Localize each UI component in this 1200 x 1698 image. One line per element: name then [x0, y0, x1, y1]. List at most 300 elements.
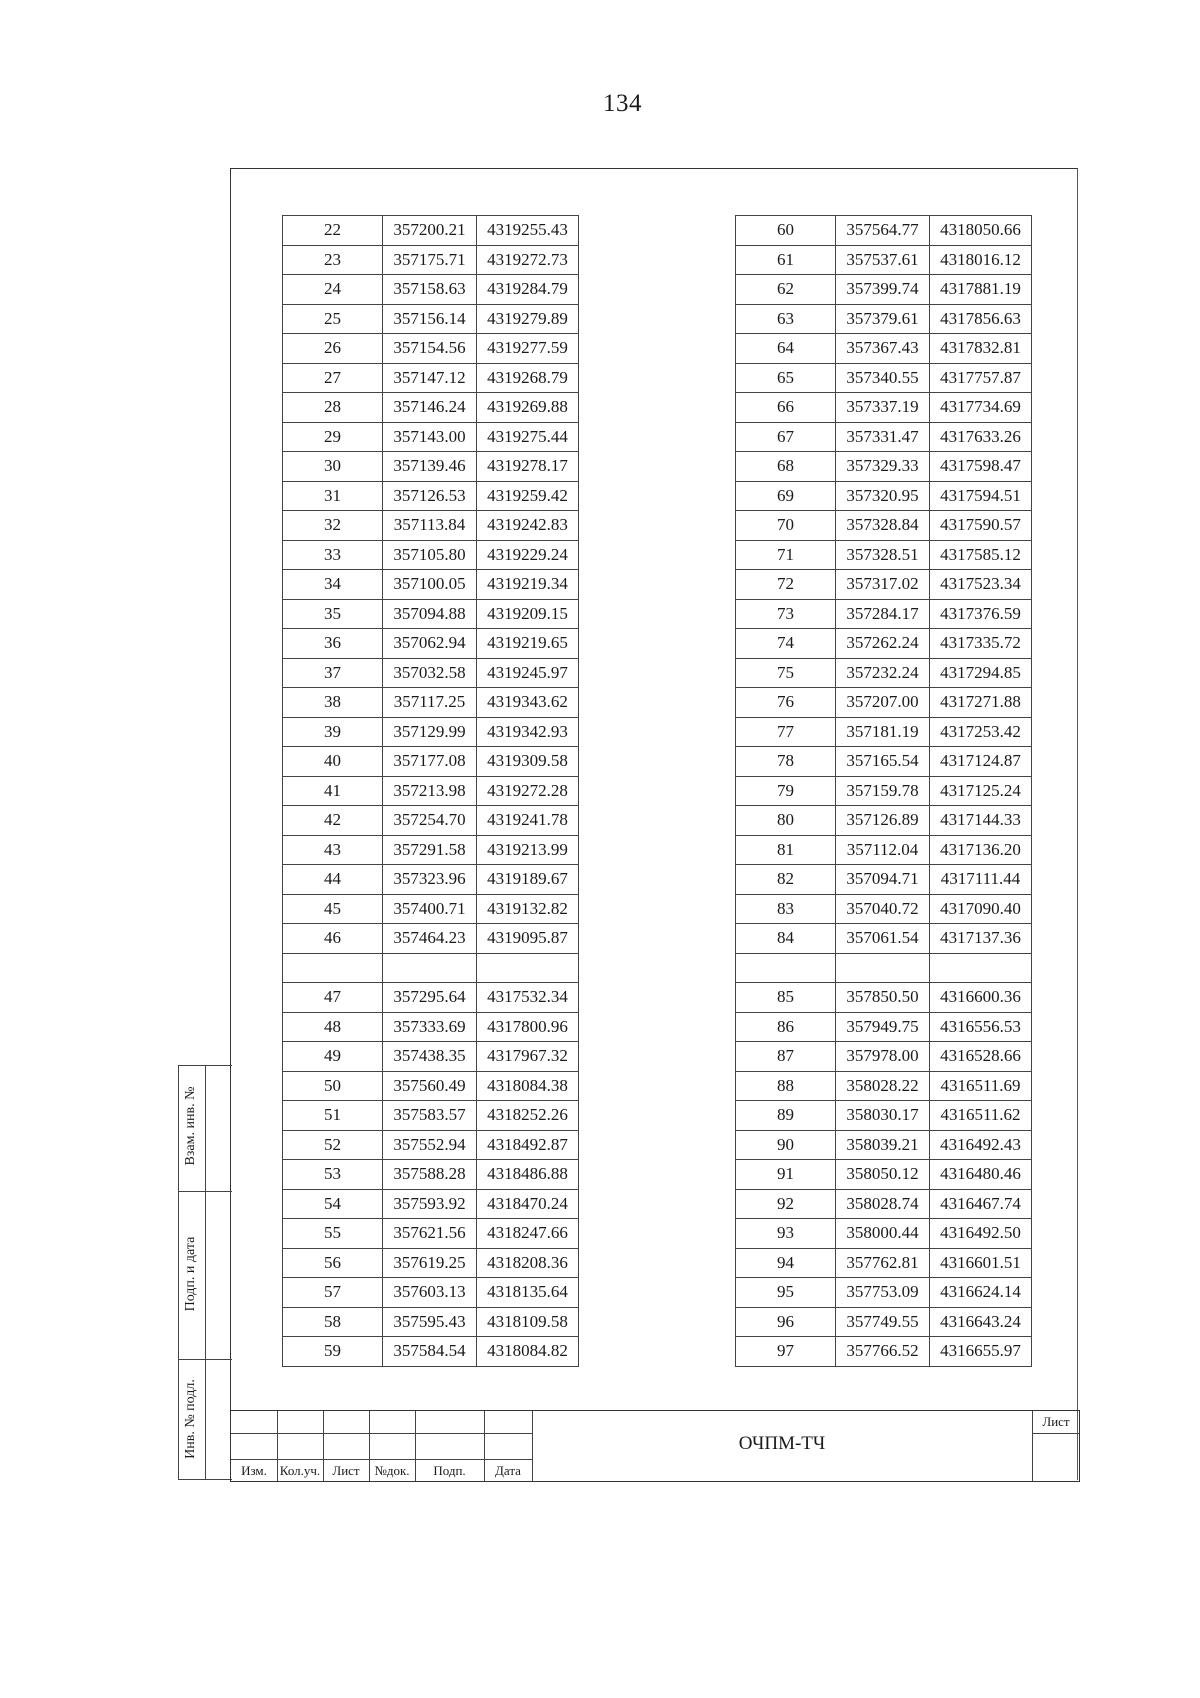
- table-row: [736, 865, 1032, 895]
- point-number: 67: [736, 422, 836, 452]
- table-row: [736, 1189, 1032, 1219]
- y-coordinate: 4317594.51: [930, 481, 1032, 511]
- y-coordinate: 4317111.44: [930, 865, 1032, 895]
- y-coordinate: 4316492.50: [930, 1219, 1032, 1249]
- stamp-ndok: №док.: [374, 1463, 410, 1478]
- table-row: [736, 511, 1032, 541]
- y-coordinate: 4319309.58: [477, 747, 579, 777]
- table-row: [283, 776, 579, 806]
- table-row: [736, 1071, 1032, 1101]
- table-row: [736, 1130, 1032, 1160]
- table-row: [283, 304, 579, 334]
- y-coordinate: 4317590.57: [930, 511, 1032, 541]
- x-coordinate: 357552.94: [383, 1130, 477, 1160]
- table-row: [283, 422, 579, 452]
- table-row: [736, 1012, 1032, 1042]
- y-coordinate: 4316511.69: [930, 1071, 1032, 1101]
- point-number: 44: [283, 865, 383, 895]
- x-coordinate: 357295.64: [383, 983, 477, 1013]
- table-row: [283, 629, 579, 659]
- point-number: 62: [736, 275, 836, 305]
- x-coordinate: 358028.22: [836, 1071, 930, 1101]
- table-row: [736, 245, 1032, 275]
- x-coordinate: 357143.00: [383, 422, 477, 452]
- y-coordinate: 4319259.42: [477, 481, 579, 511]
- x-coordinate: 357181.19: [836, 717, 930, 747]
- table-row: [283, 1042, 579, 1072]
- y-coordinate: 4318247.66: [477, 1219, 579, 1249]
- point-number: 36: [283, 629, 383, 659]
- point-number: 27: [283, 363, 383, 393]
- table-row: [736, 599, 1032, 629]
- y-coordinate: 4318084.82: [477, 1337, 579, 1367]
- y-coordinate: 4319132.82: [477, 894, 579, 924]
- x-coordinate: 357117.25: [383, 688, 477, 718]
- point-number: 60: [736, 216, 836, 246]
- y-coordinate: 4317757.87: [930, 363, 1032, 393]
- point-number: 86: [736, 1012, 836, 1042]
- y-coordinate: 4319343.62: [477, 688, 579, 718]
- y-coordinate: 4318135.64: [477, 1278, 579, 1308]
- point-number: 48: [283, 1012, 383, 1042]
- point-number: 29: [283, 422, 383, 452]
- table-row: [283, 1337, 579, 1367]
- x-coordinate: 357340.55: [836, 363, 930, 393]
- point-number: 49: [283, 1042, 383, 1072]
- point-number: 39: [283, 717, 383, 747]
- table-row: [283, 835, 579, 865]
- y-coordinate: 4317532.34: [477, 983, 579, 1013]
- y-coordinate: 4319241.78: [477, 806, 579, 836]
- x-coordinate: 357850.50: [836, 983, 930, 1013]
- table-row: [283, 599, 579, 629]
- y-coordinate: 4319219.34: [477, 570, 579, 600]
- table-row: [736, 747, 1032, 777]
- y-coordinate: 4317144.33: [930, 806, 1032, 836]
- y-coordinate: 4319189.67: [477, 865, 579, 895]
- table-row: [283, 717, 579, 747]
- y-coordinate: 4316600.36: [930, 983, 1032, 1013]
- table-row: [283, 865, 579, 895]
- y-coordinate: 4316643.24: [930, 1307, 1032, 1337]
- y-coordinate: 4317271.88: [930, 688, 1032, 718]
- side-label-vzam: Взам. инв. №: [183, 1086, 198, 1166]
- table-row: [736, 570, 1032, 600]
- table-row: [736, 1248, 1032, 1278]
- y-coordinate: 4318109.58: [477, 1307, 579, 1337]
- y-coordinate: 4317090.40: [930, 894, 1032, 924]
- y-coordinate: 4317335.72: [930, 629, 1032, 659]
- y-coordinate: 4317136.20: [930, 835, 1032, 865]
- x-coordinate: 357165.54: [836, 747, 930, 777]
- x-coordinate: 357159.78: [836, 776, 930, 806]
- y-coordinate: 4317294.85: [930, 658, 1032, 688]
- table-row: [283, 511, 579, 541]
- x-coordinate: 357320.95: [836, 481, 930, 511]
- y-coordinate: 4319278.17: [477, 452, 579, 482]
- point-number: 75: [736, 658, 836, 688]
- x-coordinate: 358050.12: [836, 1160, 930, 1190]
- y-coordinate: [930, 953, 1032, 983]
- y-coordinate: 4317881.19: [930, 275, 1032, 305]
- table-row: [736, 363, 1032, 393]
- y-coordinate: 4317856.63: [930, 304, 1032, 334]
- x-coordinate: 357126.53: [383, 481, 477, 511]
- x-coordinate: 358030.17: [836, 1101, 930, 1131]
- table-row: [736, 835, 1032, 865]
- x-coordinate: 357949.75: [836, 1012, 930, 1042]
- point-number: [283, 953, 383, 983]
- table-row: [283, 953, 579, 983]
- x-coordinate: 357061.54: [836, 924, 930, 954]
- x-coordinate: 357753.09: [836, 1278, 930, 1308]
- table-row: [283, 1160, 579, 1190]
- table-row: [283, 1189, 579, 1219]
- x-coordinate: 358039.21: [836, 1130, 930, 1160]
- y-coordinate: 4319213.99: [477, 835, 579, 865]
- point-number: 55: [283, 1219, 383, 1249]
- x-coordinate: 357593.92: [383, 1189, 477, 1219]
- table-row: [283, 275, 579, 305]
- y-coordinate: 4319342.93: [477, 717, 579, 747]
- table-row: [736, 983, 1032, 1013]
- table-row: [736, 216, 1032, 246]
- y-coordinate: 4317125.24: [930, 776, 1032, 806]
- y-coordinate: 4318208.36: [477, 1248, 579, 1278]
- table-row: [736, 1278, 1032, 1308]
- point-number: 30: [283, 452, 383, 482]
- point-number: 38: [283, 688, 383, 718]
- point-number: 50: [283, 1071, 383, 1101]
- y-coordinate: 4317633.26: [930, 422, 1032, 452]
- stamp-izm: Изм.: [241, 1463, 267, 1478]
- x-coordinate: 357317.02: [836, 570, 930, 600]
- point-number: 81: [736, 835, 836, 865]
- table-row: [736, 275, 1032, 305]
- table-row: [283, 658, 579, 688]
- table-row: [736, 481, 1032, 511]
- table-row: [736, 1337, 1032, 1367]
- y-coordinate: 4319209.15: [477, 599, 579, 629]
- x-coordinate: 357032.58: [383, 658, 477, 688]
- x-coordinate: 357766.52: [836, 1337, 930, 1367]
- point-number: 90: [736, 1130, 836, 1160]
- x-coordinate: 357619.25: [383, 1248, 477, 1278]
- y-coordinate: 4319269.88: [477, 393, 579, 423]
- x-coordinate: 357621.56: [383, 1219, 477, 1249]
- point-number: 73: [736, 599, 836, 629]
- table-row: [283, 924, 579, 954]
- table-row: [736, 806, 1032, 836]
- y-coordinate: 4316467.74: [930, 1189, 1032, 1219]
- y-coordinate: 4316601.51: [930, 1248, 1032, 1278]
- x-coordinate: 357175.71: [383, 245, 477, 275]
- y-coordinate: 4316492.43: [930, 1130, 1032, 1160]
- point-number: 72: [736, 570, 836, 600]
- point-number: 24: [283, 275, 383, 305]
- point-number: 87: [736, 1042, 836, 1072]
- y-coordinate: 4317598.47: [930, 452, 1032, 482]
- point-number: 68: [736, 452, 836, 482]
- table-row: [283, 747, 579, 777]
- x-coordinate: 357040.72: [836, 894, 930, 924]
- table-row: [736, 953, 1032, 983]
- point-number: 54: [283, 1189, 383, 1219]
- point-number: 45: [283, 894, 383, 924]
- point-number: 70: [736, 511, 836, 541]
- x-coordinate: 357749.55: [836, 1307, 930, 1337]
- x-coordinate: 357177.08: [383, 747, 477, 777]
- point-number: 84: [736, 924, 836, 954]
- point-number: 66: [736, 393, 836, 423]
- x-coordinate: 358000.44: [836, 1219, 930, 1249]
- point-number: 76: [736, 688, 836, 718]
- point-number: 40: [283, 747, 383, 777]
- y-coordinate: 4317253.42: [930, 717, 1032, 747]
- y-coordinate: 4317832.81: [930, 334, 1032, 364]
- stamp-sheet-label: Лист: [1042, 1414, 1070, 1429]
- point-number: 78: [736, 747, 836, 777]
- point-number: 61: [736, 245, 836, 275]
- table-row: [736, 304, 1032, 334]
- x-coordinate: 357129.99: [383, 717, 477, 747]
- coordinates-table-right: [735, 215, 1032, 1367]
- y-coordinate: 4319245.97: [477, 658, 579, 688]
- side-label-podp: Подп. и дата: [183, 1236, 198, 1312]
- point-number: 35: [283, 599, 383, 629]
- x-coordinate: 357207.00: [836, 688, 930, 718]
- y-coordinate: 4318050.66: [930, 216, 1032, 246]
- y-coordinate: 4318486.88: [477, 1160, 579, 1190]
- point-number: 74: [736, 629, 836, 659]
- y-coordinate: 4318016.12: [930, 245, 1032, 275]
- point-number: 28: [283, 393, 383, 423]
- point-number: 93: [736, 1219, 836, 1249]
- table-row: [736, 894, 1032, 924]
- x-coordinate: 357978.00: [836, 1042, 930, 1072]
- table-row: [283, 983, 579, 1013]
- point-number: 59: [283, 1337, 383, 1367]
- table-row: [283, 806, 579, 836]
- point-number: 94: [736, 1248, 836, 1278]
- point-number: 23: [283, 245, 383, 275]
- point-number: 85: [736, 983, 836, 1013]
- point-number: 52: [283, 1130, 383, 1160]
- point-number: 58: [283, 1307, 383, 1337]
- point-number: 97: [736, 1337, 836, 1367]
- table-row: [736, 334, 1032, 364]
- x-coordinate: 357291.58: [383, 835, 477, 865]
- table-row: [283, 363, 579, 393]
- table-row: [736, 422, 1032, 452]
- x-coordinate: 357464.23: [383, 924, 477, 954]
- table-row: [283, 570, 579, 600]
- table-row: [283, 452, 579, 482]
- table-row: [283, 540, 579, 570]
- x-coordinate: 357200.21: [383, 216, 477, 246]
- point-number: 57: [283, 1278, 383, 1308]
- y-coordinate: 4319229.24: [477, 540, 579, 570]
- point-number: 42: [283, 806, 383, 836]
- table-row: [736, 1219, 1032, 1249]
- point-number: 25: [283, 304, 383, 334]
- coordinates-table-left: [282, 215, 579, 1367]
- x-coordinate: 357367.43: [836, 334, 930, 364]
- table-row: [283, 1071, 579, 1101]
- side-strip: [178, 1065, 232, 1480]
- x-coordinate: 357328.51: [836, 540, 930, 570]
- point-number: 64: [736, 334, 836, 364]
- y-coordinate: 4319272.28: [477, 776, 579, 806]
- point-number: 51: [283, 1101, 383, 1131]
- table-row: [283, 688, 579, 718]
- y-coordinate: 4317523.34: [930, 570, 1032, 600]
- stamp-list: Лист: [332, 1463, 360, 1478]
- x-coordinate: 357564.77: [836, 216, 930, 246]
- y-coordinate: 4316528.66: [930, 1042, 1032, 1072]
- x-coordinate: 357232.24: [836, 658, 930, 688]
- x-coordinate: 357323.96: [383, 865, 477, 895]
- table-row: [283, 334, 579, 364]
- x-coordinate: 357331.47: [836, 422, 930, 452]
- x-coordinate: 357603.13: [383, 1278, 477, 1308]
- y-coordinate: 4319255.43: [477, 216, 579, 246]
- table-row: [736, 1307, 1032, 1337]
- table-row: [283, 1012, 579, 1042]
- table-row: [283, 1307, 579, 1337]
- y-coordinate: 4317734.69: [930, 393, 1032, 423]
- x-coordinate: 357560.49: [383, 1071, 477, 1101]
- x-coordinate: 357094.88: [383, 599, 477, 629]
- point-number: 96: [736, 1307, 836, 1337]
- point-number: 89: [736, 1101, 836, 1131]
- table-row: [283, 1130, 579, 1160]
- y-coordinate: 4317376.59: [930, 599, 1032, 629]
- y-coordinate: 4317800.96: [477, 1012, 579, 1042]
- y-coordinate: 4316655.97: [930, 1337, 1032, 1367]
- y-coordinate: 4316556.53: [930, 1012, 1032, 1042]
- x-coordinate: 357329.33: [836, 452, 930, 482]
- x-coordinate: 357213.98: [383, 776, 477, 806]
- table-row: [736, 776, 1032, 806]
- x-coordinate: 358028.74: [836, 1189, 930, 1219]
- x-coordinate: [836, 953, 930, 983]
- x-coordinate: 357126.89: [836, 806, 930, 836]
- table-row: [736, 688, 1032, 718]
- y-coordinate: 4316624.14: [930, 1278, 1032, 1308]
- x-coordinate: 357333.69: [383, 1012, 477, 1042]
- point-number: 88: [736, 1071, 836, 1101]
- x-coordinate: 357100.05: [383, 570, 477, 600]
- y-coordinate: 4317585.12: [930, 540, 1032, 570]
- y-coordinate: 4319275.44: [477, 422, 579, 452]
- y-coordinate: 4319268.79: [477, 363, 579, 393]
- point-number: 69: [736, 481, 836, 511]
- x-coordinate: 357584.54: [383, 1337, 477, 1367]
- x-coordinate: 357328.84: [836, 511, 930, 541]
- y-coordinate: 4319242.83: [477, 511, 579, 541]
- y-coordinate: 4319219.65: [477, 629, 579, 659]
- table-row: [736, 1160, 1032, 1190]
- point-number: 80: [736, 806, 836, 836]
- x-coordinate: 357438.35: [383, 1042, 477, 1072]
- x-coordinate: 357146.24: [383, 393, 477, 423]
- table-row: [283, 481, 579, 511]
- x-coordinate: 357158.63: [383, 275, 477, 305]
- table-row: [736, 393, 1032, 423]
- x-coordinate: 357113.84: [383, 511, 477, 541]
- table-row: [736, 658, 1032, 688]
- y-coordinate: 4319279.89: [477, 304, 579, 334]
- x-coordinate: 357400.71: [383, 894, 477, 924]
- x-coordinate: 357147.12: [383, 363, 477, 393]
- y-coordinate: 4318084.38: [477, 1071, 579, 1101]
- table-row: [283, 1248, 579, 1278]
- point-number: 79: [736, 776, 836, 806]
- point-number: 47: [283, 983, 383, 1013]
- point-number: 37: [283, 658, 383, 688]
- table-row: [736, 924, 1032, 954]
- x-coordinate: 357399.74: [836, 275, 930, 305]
- table-row: [283, 393, 579, 423]
- point-number: 77: [736, 717, 836, 747]
- point-number: 31: [283, 481, 383, 511]
- document-code: ОЧПМ-ТЧ: [738, 1433, 826, 1454]
- y-coordinate: 4319095.87: [477, 924, 579, 954]
- table-row: [736, 540, 1032, 570]
- point-number: 53: [283, 1160, 383, 1190]
- point-number: 46: [283, 924, 383, 954]
- y-coordinate: 4319272.73: [477, 245, 579, 275]
- point-number: 56: [283, 1248, 383, 1278]
- stamp-podp: Подп.: [433, 1463, 466, 1478]
- x-coordinate: 357254.70: [383, 806, 477, 836]
- x-coordinate: 357583.57: [383, 1101, 477, 1131]
- y-coordinate: 4317124.87: [930, 747, 1032, 777]
- y-coordinate: 4316480.46: [930, 1160, 1032, 1190]
- table-row: [736, 1101, 1032, 1131]
- point-number: 91: [736, 1160, 836, 1190]
- x-coordinate: 357262.24: [836, 629, 930, 659]
- page-number: 134: [603, 90, 642, 117]
- x-coordinate: 357094.71: [836, 865, 930, 895]
- point-number: 32: [283, 511, 383, 541]
- x-coordinate: 357156.14: [383, 304, 477, 334]
- title-block: [230, 1410, 1080, 1482]
- x-coordinate: 357105.80: [383, 540, 477, 570]
- y-coordinate: [477, 953, 579, 983]
- table-row: [283, 216, 579, 246]
- x-coordinate: 357595.43: [383, 1307, 477, 1337]
- point-number: 41: [283, 776, 383, 806]
- y-coordinate: 4316511.62: [930, 1101, 1032, 1131]
- table-row: [736, 1042, 1032, 1072]
- y-coordinate: 4319284.79: [477, 275, 579, 305]
- table-row: [283, 1101, 579, 1131]
- table-row: [283, 245, 579, 275]
- point-number: 83: [736, 894, 836, 924]
- y-coordinate: 4318252.26: [477, 1101, 579, 1131]
- point-number: 92: [736, 1189, 836, 1219]
- x-coordinate: 357537.61: [836, 245, 930, 275]
- x-coordinate: 357284.17: [836, 599, 930, 629]
- point-number: 43: [283, 835, 383, 865]
- point-number: 26: [283, 334, 383, 364]
- table-row: [736, 629, 1032, 659]
- x-coordinate: 357588.28: [383, 1160, 477, 1190]
- point-number: 71: [736, 540, 836, 570]
- table-row: [736, 717, 1032, 747]
